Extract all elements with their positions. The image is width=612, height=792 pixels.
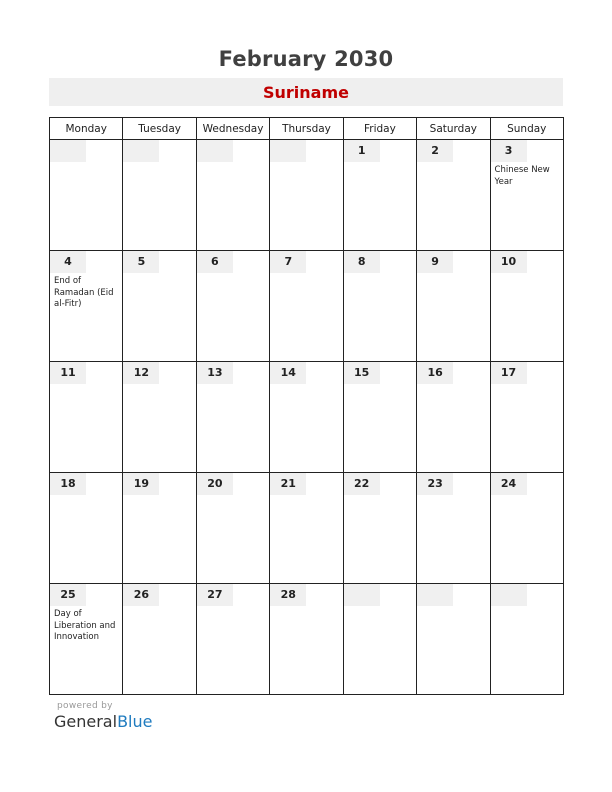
day-cell bbox=[490, 473, 563, 584]
day-cell-empty bbox=[270, 140, 343, 251]
empty-day-marker bbox=[270, 140, 306, 162]
day-cell-empty bbox=[343, 584, 416, 695]
day-cell bbox=[417, 140, 490, 251]
day-cell bbox=[123, 362, 196, 473]
day-cell bbox=[417, 362, 490, 473]
day-number: 16 bbox=[417, 362, 453, 384]
day-cell bbox=[50, 584, 123, 695]
weekday-header: Thursday bbox=[270, 118, 343, 140]
weekday-header: Wednesday bbox=[196, 118, 269, 140]
day-cell bbox=[123, 251, 196, 362]
day-cell bbox=[417, 251, 490, 362]
week-row bbox=[50, 251, 564, 362]
day-number: 6 bbox=[197, 251, 233, 273]
day-number: 28 bbox=[270, 584, 306, 606]
week-row bbox=[50, 473, 564, 584]
weekday-header: Sunday bbox=[490, 118, 563, 140]
day-cell bbox=[50, 473, 123, 584]
day-cell-empty bbox=[123, 140, 196, 251]
day-number: 18 bbox=[50, 473, 86, 495]
day-cell bbox=[343, 473, 416, 584]
day-cell bbox=[270, 584, 343, 695]
week-row bbox=[50, 584, 564, 695]
empty-day-marker bbox=[417, 584, 453, 606]
empty-day-marker bbox=[123, 140, 159, 162]
day-number: 19 bbox=[123, 473, 159, 495]
holiday-label: Chinese New Year bbox=[494, 165, 550, 187]
day-number: 14 bbox=[270, 362, 306, 384]
day-number: 3 bbox=[491, 140, 527, 162]
weekday-header: Friday bbox=[343, 118, 416, 140]
holiday-label: Day of Liberation and Innovation bbox=[54, 609, 116, 642]
empty-day-marker bbox=[197, 140, 233, 162]
weekday-header: Monday bbox=[50, 118, 123, 140]
logo-general-text: General bbox=[54, 712, 118, 731]
day-cell bbox=[123, 473, 196, 584]
day-cell bbox=[490, 140, 563, 251]
day-number: 15 bbox=[344, 362, 380, 384]
day-cell bbox=[196, 473, 269, 584]
day-number: 4 bbox=[50, 251, 86, 273]
empty-day-marker bbox=[344, 584, 380, 606]
holiday-label: End of Ramadan (Eid al-Fitr) bbox=[54, 276, 114, 309]
day-cell bbox=[490, 362, 563, 473]
day-number: 12 bbox=[123, 362, 159, 384]
day-number: 25 bbox=[50, 584, 86, 606]
day-number: 24 bbox=[491, 473, 527, 495]
day-cell bbox=[490, 251, 563, 362]
day-cell-empty bbox=[417, 584, 490, 695]
logo-blue-text: Blue bbox=[117, 712, 153, 731]
day-cell bbox=[270, 473, 343, 584]
empty-day-marker bbox=[50, 140, 86, 162]
day-cell bbox=[417, 473, 490, 584]
country-name: Suriname bbox=[263, 83, 349, 102]
day-number: 26 bbox=[123, 584, 159, 606]
day-number: 11 bbox=[50, 362, 86, 384]
week-row bbox=[50, 362, 564, 473]
day-number: 13 bbox=[197, 362, 233, 384]
country-banner bbox=[49, 78, 563, 106]
day-cell bbox=[343, 140, 416, 251]
day-number: 17 bbox=[491, 362, 527, 384]
week-row bbox=[50, 140, 564, 251]
day-cell-empty bbox=[490, 584, 563, 695]
day-number: 1 bbox=[344, 140, 380, 162]
day-cell bbox=[343, 362, 416, 473]
day-cell bbox=[123, 584, 196, 695]
calendar-title: February 2030 bbox=[218, 47, 394, 71]
day-cell bbox=[196, 584, 269, 695]
day-cell bbox=[50, 251, 123, 362]
day-number: 22 bbox=[344, 473, 380, 495]
day-number: 10 bbox=[491, 251, 527, 273]
day-number: 27 bbox=[197, 584, 233, 606]
day-number: 21 bbox=[270, 473, 306, 495]
day-cell bbox=[270, 251, 343, 362]
day-number: 23 bbox=[417, 473, 453, 495]
calendar-grid bbox=[49, 117, 564, 695]
day-number: 8 bbox=[344, 251, 380, 273]
empty-day-marker bbox=[491, 584, 527, 606]
powered-by-text: powered by bbox=[57, 701, 113, 711]
day-cell-empty bbox=[50, 140, 123, 251]
day-cell bbox=[270, 362, 343, 473]
day-cell-empty bbox=[196, 140, 269, 251]
day-number: 2 bbox=[417, 140, 453, 162]
weekday-header: Saturday bbox=[417, 118, 490, 140]
day-number: 9 bbox=[417, 251, 453, 273]
day-number: 20 bbox=[197, 473, 233, 495]
day-number: 7 bbox=[270, 251, 306, 273]
day-cell bbox=[50, 362, 123, 473]
day-cell bbox=[196, 362, 269, 473]
weekday-header: Tuesday bbox=[123, 118, 196, 140]
day-cell bbox=[343, 251, 416, 362]
weekday-header-row bbox=[50, 118, 564, 140]
generalblue-logo[interactable] bbox=[54, 712, 152, 731]
day-cell bbox=[196, 251, 269, 362]
day-number: 5 bbox=[123, 251, 159, 273]
